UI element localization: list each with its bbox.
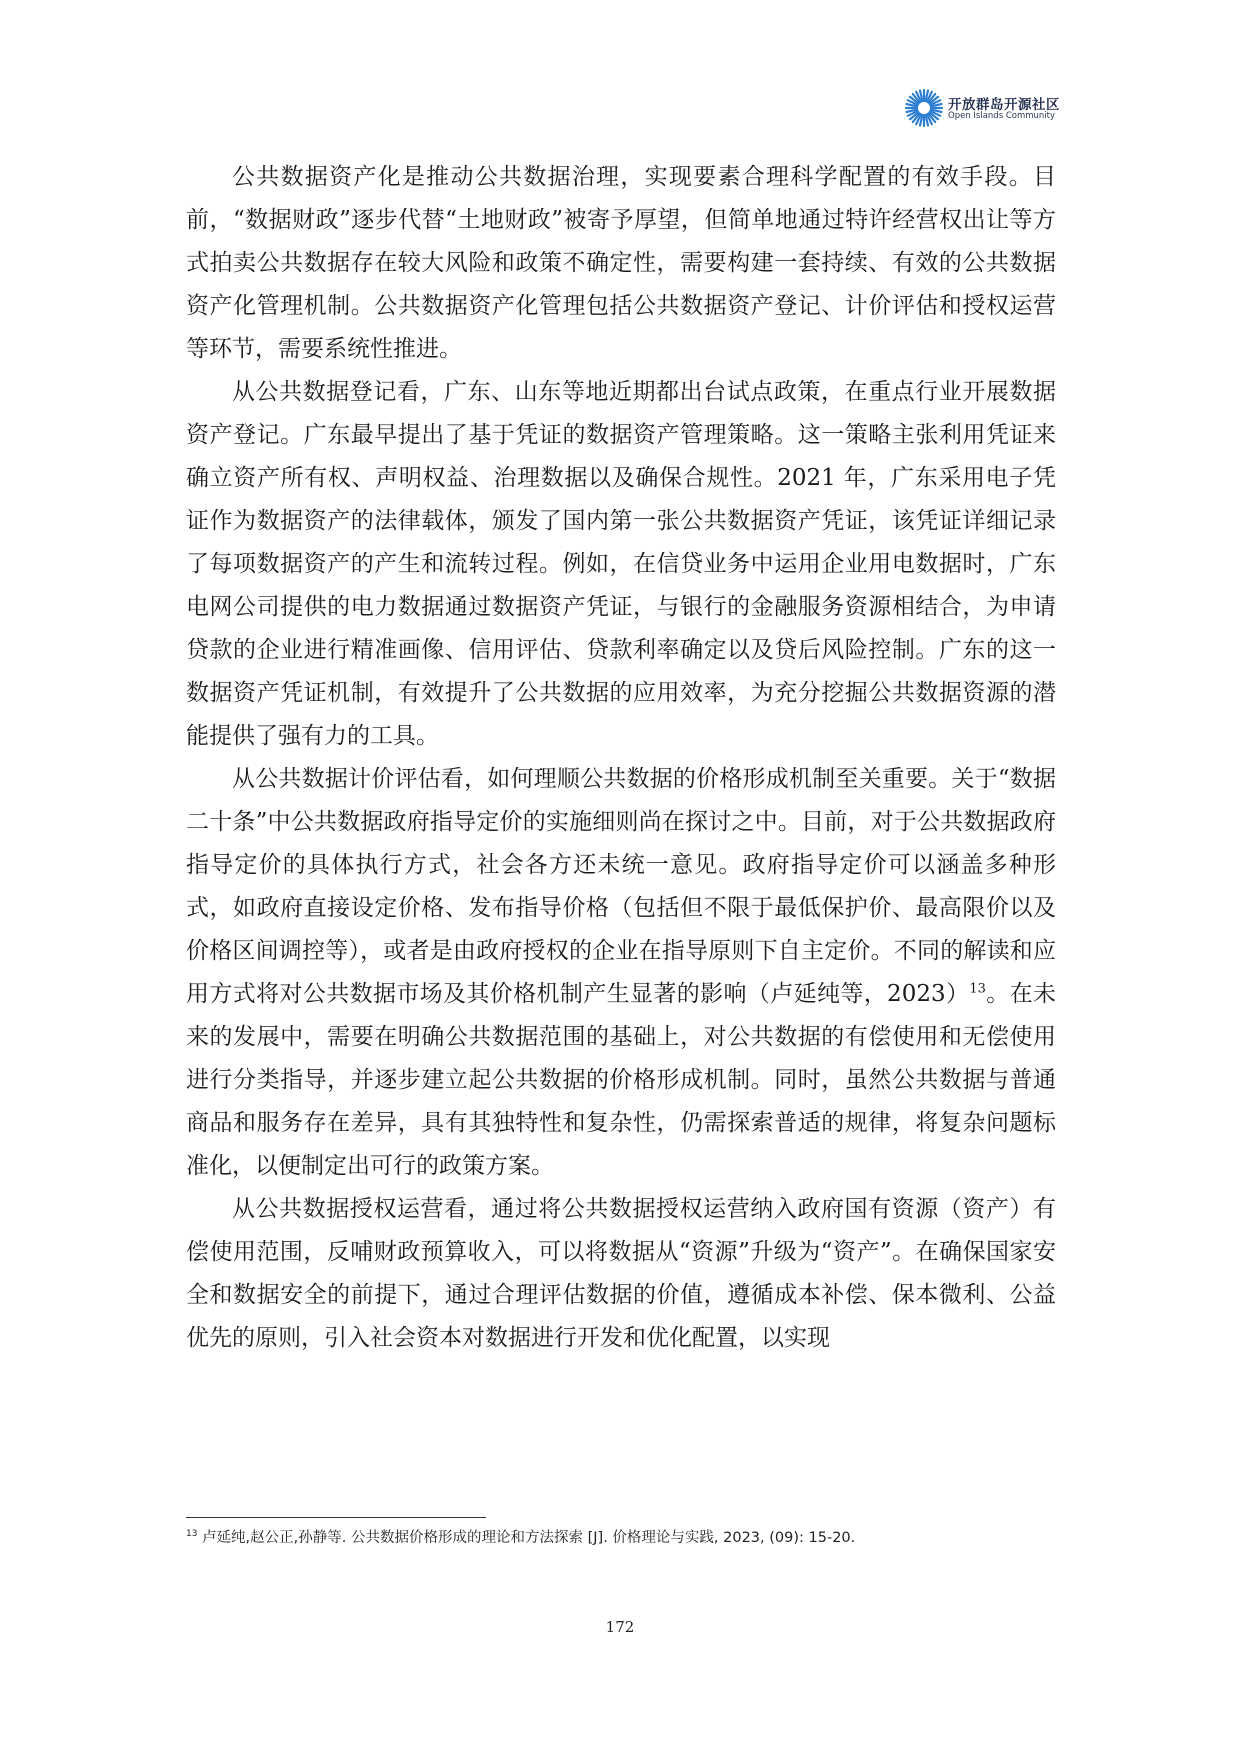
body-text [186,156,1056,1360]
paragraph-3 [186,758,1056,1188]
page-number: 172 [605,1618,635,1636]
paragraph-4: 从公共数据授权运营看，通过将公共数据授权运营纳入政府国有资源（资产）有偿使用范围，反哺财政预算收入，可以将数据从“资源”升级为“资产”。在确保国家安全和数据安全的前提下，通过合理评估数据的价值，遵循成本补偿、保本微利、公益优先的原则，引入社会资本对数据进行开发和优化配置，以实现 [186,1196,1056,1351]
footnote-text: 卢延纯,赵公正,孙静等. 公共数据价格形成的理论和方法探索 [J]. 价格理论与实践, 2023, (09): 15-20. [197,1530,856,1546]
logo-english-name: Open Islands Community [948,111,1056,121]
footnote [186,1526,1056,1547]
footnote-reference[interactable]: 13 [969,981,986,997]
logo-chinese-name: 开放群岛开源社区 [948,97,1060,113]
paragraph-3-text-before: 从公共数据计价评估看，如何理顺公共数据的价格形成机制至关重要。关于“数据二十条”中公共数据政府指导定价的实施细则尚在探讨之中。目前，对于公共数据政府指导定价的具体执行方式，社会各方还未统一意见。政府指导定价可以涵盖多种形式，如政府直接设定价格、发布指导价格（包括但不限于最低保护价、最高限价以及价格区间调控等），或者是由政府授权的企业在指导原则下自主定价。不同的解读和应用方式将对公共数据市场及其价格机制产生显著的影响（卢延纯等，2023） [186,766,1056,1007]
paragraph-1: 公共数据资产化是推动公共数据治理，实现要素合理科学配置的有效手段。目前，“数据财政”逐步代替“土地财政”被寄予厚望，但简单地通过特许经营权出让等方式拍卖公共数据存在较大风险和政策不确定性，需要构建一套持续、有效的公共数据资产化管理机制。公共数据资产化管理包括公共数据资产登记、计价评估和授权运营等环节，需要系统性推进。 [186,164,1056,362]
sunburst-logo-icon [904,88,944,128]
footnote-divider [186,1517,486,1518]
paragraph-2: 从公共数据登记看，广东、山东等地近期都出台试点政策，在重点行业开展数据资产登记。广东最早提出了基于凭证的数据资产管理策略。这一策略主张利用凭证来确立资产所有权、声明权益、治理数据以及确保合规性。2021 年，广东采用电子凭证作为数据资产的法律载体，颁发了国内第一张公共数据资产凭证，该凭证详细记录了每项数据资产的产生和流转过程。例如，在信贷业务中运用企业用电数据时，广东电网公司提供的电力数据通过数据资产凭证，与银行的金融服务资源相结合，为申请贷款的企业进行精准画像、信用评估、贷款利率确定以及贷后风险控制。广东的这一数据资产凭证机制，有效提升了公共数据的应用效率，为充分挖掘公共数据资源的潜能提供了强有力的工具。 [186,379,1056,749]
footnote-number: 13 [186,1529,198,1540]
community-logo [904,88,1060,128]
paragraph-3-text-after: 。在未来的发展中，需要在明确公共数据范围的基础上，对公共数据的有偿使用和无偿使用进行分类指导，并逐步建立起公共数据的价格形成机制。同时，虽然公共数据与普通商品和服务存在差异，具有其独特性和复杂性，仍需探索普适的规律，将复杂问题标准化，以便制定出可行的政策方案。 [186,981,1056,1179]
